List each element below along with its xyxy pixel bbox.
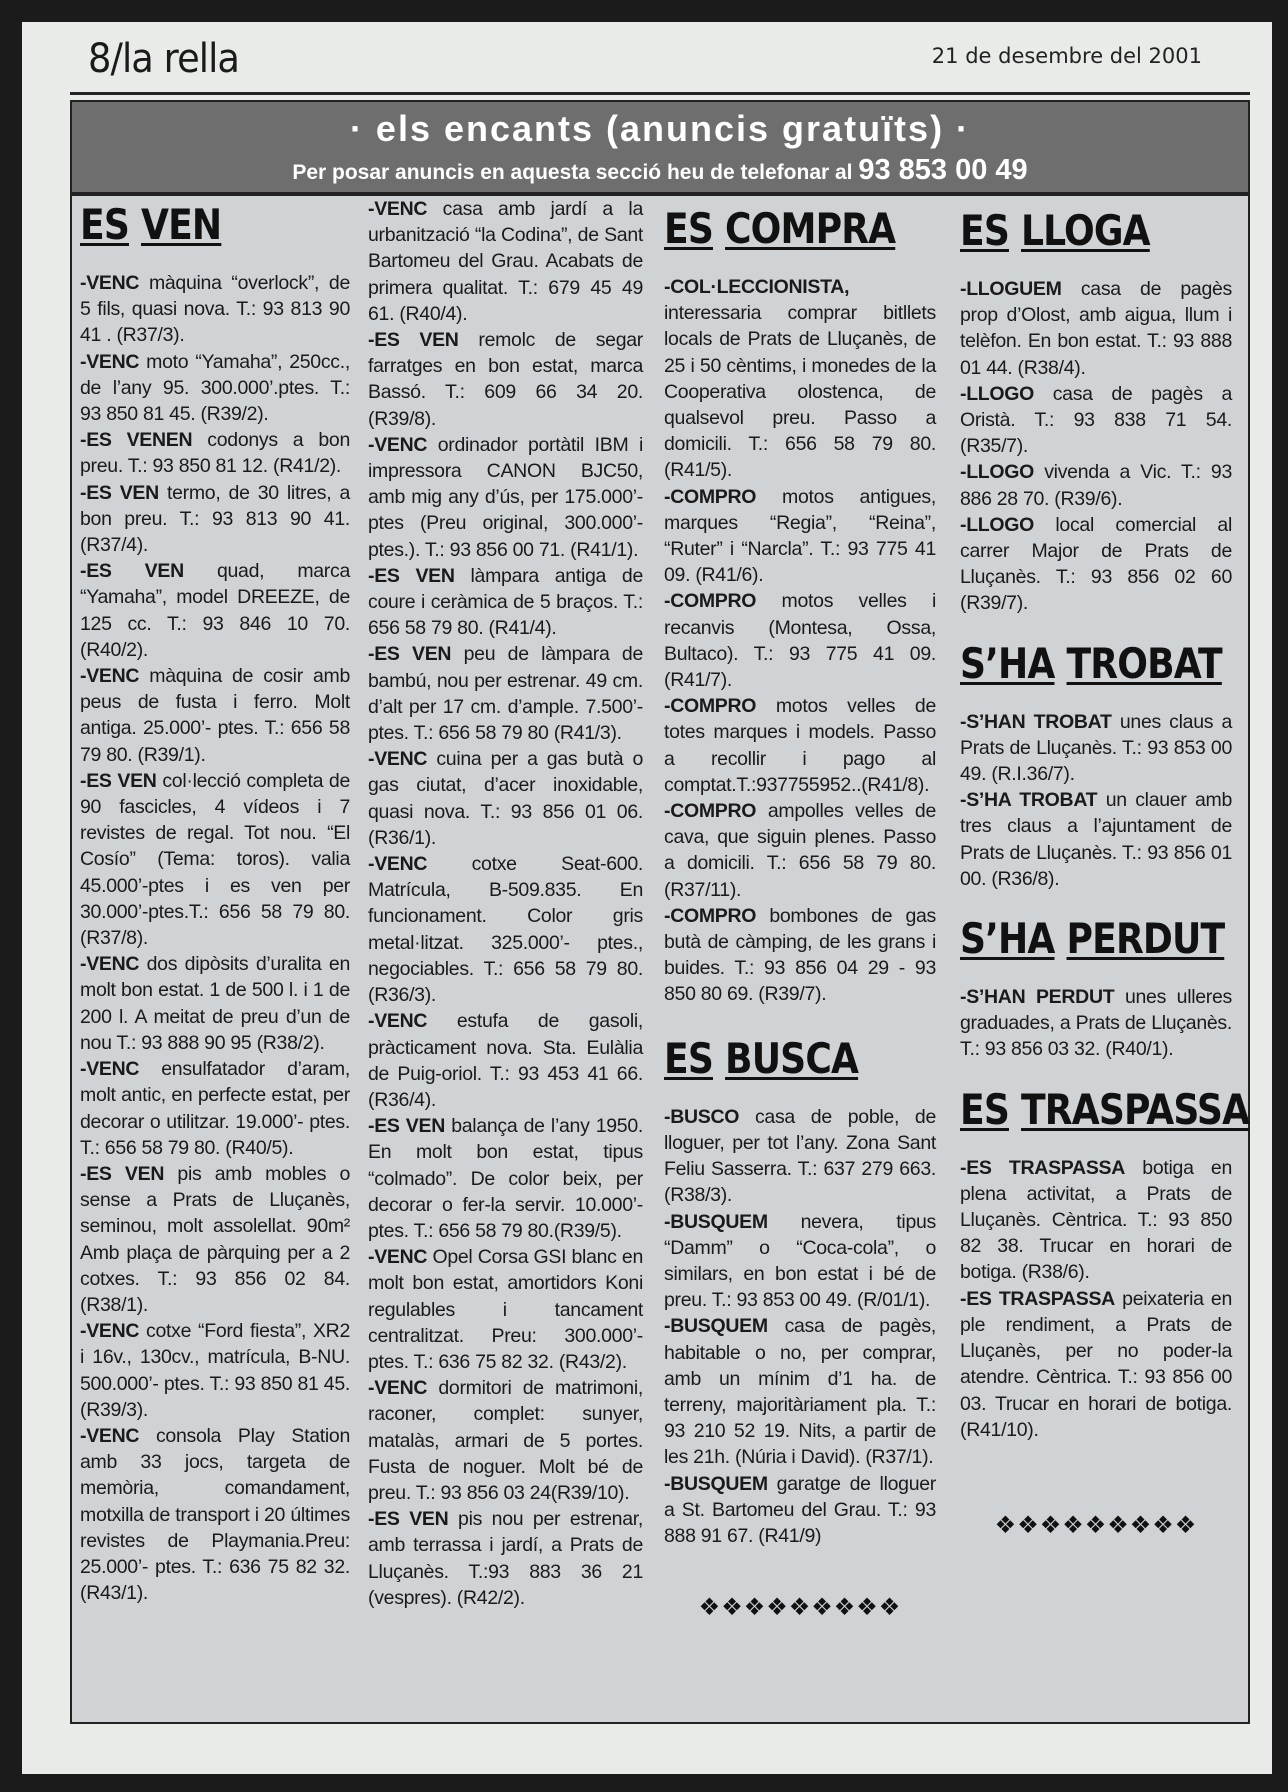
classified-ad: [960, 984, 1232, 1063]
ad-text: peu de làmpara de bambú, nou per estrenar. 49 cm. d’alt per 17 cm. d’ample. 7.500’-ptes. T.: 656 58 79 80 (R41/3).: [368, 643, 644, 745]
ad-text: col·lecció completa de 90 fascicles, 4 vídeos i 7 revistes de regal. Tot nou. “El Cosío” (Tema: toros). valia 45.000’-ptes i es ven per 30.000’-ptes.T.: 656 58 79 80. (R37/8).: [80, 769, 350, 950]
classified-ad: [664, 484, 936, 589]
heading-es-ven: ES VEN: [80, 200, 222, 249]
ads-sha-perdut: [960, 984, 1232, 1063]
ad-text: moto “Yamaha”, 250cc., de l’any 95. 300.000’.ptes. T.: 93 850 81 45. (R39/2).: [80, 350, 350, 426]
classified-ad: [664, 798, 936, 903]
classified-ad: [664, 1209, 936, 1314]
ad-text: Opel Corsa GSI blanc en molt bon estat, amortidors Koni regulables i tancament centralitzat. Preu: 300.000’- ptes. T.: 636 75 82 32. (R43/2).: [368, 1246, 643, 1373]
ad-lead: -VENC: [80, 1058, 140, 1081]
classified-ad: [960, 1286, 1232, 1443]
ad-text: balança de l’any 1950. En molt bon estat, tipus “colmado”. De color beix, per decorar o fer-la servir. 10.000’- ptes. T.: 656 58 79 80.(R39/5).: [368, 1115, 644, 1242]
classified-ad: [368, 1008, 643, 1113]
classified-ad: [368, 746, 643, 851]
classified-ad: [368, 641, 643, 746]
classified-ad: [664, 1471, 936, 1550]
ad-text: local comercial al carrer Major de Prats de Lluçanès. T.: 93 856 02 60 (R39/7).: [960, 513, 1232, 615]
ad-text: casa amb jardí a la urbanització “la Codina”, de Sant Bartomeu del Grau. Acabats de primera qualitat. T.: 679 45 49 61. (R40/4).: [368, 198, 643, 325]
ad-lead: -COMPRO: [664, 695, 757, 718]
classified-ad: [80, 1318, 350, 1423]
classified-ad: [960, 381, 1232, 460]
ad-text: ensulfatador d’aram, molt antic, en perfecte estat, per decorar o utilitzar. 19.000’- ptes. T.: 656 58 79 80. (R40/5).: [80, 1058, 350, 1159]
ad-lead: -ES VEN: [368, 1508, 449, 1531]
ad-text: bombones de gas butà de càmping, de les grans i buides. T.: 93 856 04 29 - 93 850 80 69. (R39/7).: [664, 904, 936, 1006]
classified-ad: [80, 427, 350, 479]
classified-ad: [664, 1104, 936, 1209]
ad-lead: -ES VEN: [80, 560, 184, 583]
ad-text: cotxe Seat-600. Matrícula, B-509.835. En funcionament. Color gris metal·litzat. 325.000’- ptes., negociables. T.: 656 58 79 80.(R36/3).: [368, 853, 643, 1007]
ad-lead: -ES VEN: [368, 643, 452, 666]
ad-lead: -S’HAN PERDUT: [960, 986, 1115, 1009]
ad-text: làmpara antiga de coure i ceràmica de 5 braços. T.: 656 58 79 80. (R41/4).: [368, 564, 644, 640]
ad-text: màquina “overlock”, de 5 fils, quasi nova. T.: 93 813 90 41 . (R37/3).: [80, 272, 350, 347]
classified-ad: [664, 274, 936, 484]
classified-ad: [80, 663, 350, 768]
classified-ad: [664, 903, 936, 1008]
banner-title: · els encants (anuncis gratuïts) ·: [349, 108, 971, 149]
ads-sha-trobat: [960, 709, 1232, 892]
heading-es-busca: ES BUSCA: [664, 1033, 859, 1083]
ad-text: cotxe “Ford fiesta”, XR2 i 16v., 130cv., matrícula, B-NU. 500.000’- ptes. T.: 93 850 81 45. (R39/3).: [80, 1320, 350, 1421]
classified-ad: [960, 709, 1232, 788]
column-3: [664, 196, 936, 1621]
ad-lead: -LLOGO: [960, 461, 1035, 484]
ads-es-ven-col2: [368, 196, 643, 1611]
page-number-label: 8/la rella: [88, 36, 240, 82]
ad-text: màquina de cosir amb peus de fusta i ferro. Molt antiga. 25.000’- ptes. T.: 656 58 79 80. (R39/1).: [80, 665, 350, 766]
ad-text: ordinador portàtil IBM i impressora CANON BJC50, amb mig any d’ús, per 175.000’-ptes (Preu original, 300.000’-ptes.). T.: 93 856 00 71. (R41/1).: [368, 433, 643, 561]
classified-ad: [960, 1155, 1232, 1286]
ad-lead: -LLOGUEM: [960, 278, 1062, 300]
ornament-divider: ❖❖❖❖❖❖❖❖❖: [698, 1594, 902, 1622]
ad-lead: -VENC: [80, 272, 140, 294]
classified-ad: [664, 1313, 936, 1470]
ad-text: termo, de 30 litres, a bon preu. T.: 93 813 90 41. (R37/4).: [80, 481, 350, 557]
ad-text: interessaria comprar bitllets locals de Prats de Lluçanès, de 25 i 50 cèntims, i monedes de la Cooperativa olostenca, de qualsevol preu. Passo a domicili. T.: 656 58 79 80. (R41/5).: [664, 302, 936, 482]
classified-ad: [368, 1375, 643, 1506]
classified-ad: [80, 1423, 350, 1606]
ad-lead: -ES VEN: [368, 1115, 446, 1138]
classified-ad: [960, 459, 1232, 511]
ad-text: dormitori de matrimoni, raconer, complet: sunyer, matalàs, armari de 5 portes. Fusta de noguer. Molt bé de preu. T.: 93 856 03 24(R39/10).: [368, 1377, 643, 1504]
ads-es-busca: [664, 1104, 936, 1549]
ad-text: casa de pagès prop d’Olost, amb aigua, llum i telèfon. En bon estat. T.: 93 888 01 44. (R38/4).: [960, 278, 1232, 379]
classified-ad: [368, 1113, 643, 1244]
ads-es-traspassa: [960, 1155, 1232, 1443]
banner-phone: 93 853 00 49: [858, 154, 1028, 186]
ad-lead: -VENC: [80, 953, 140, 976]
ad-text: estufa de gasoli, pràcticament nova. Sta. Eulàlia de Puig-oriol. T.: 93 453 41 66. (R36/4).: [368, 1010, 643, 1111]
ad-lead: -COMPRO: [664, 800, 757, 823]
classified-ad: [960, 787, 1232, 892]
issue-date: 21 de desembre del 2001: [931, 44, 1202, 68]
ad-lead: -VENC: [368, 1377, 428, 1400]
ad-lead: -COMPRO: [664, 485, 757, 508]
classified-ad: [80, 349, 350, 428]
ad-lead: -ES TRASPASSA: [960, 1287, 1115, 1310]
classified-ad: [368, 196, 643, 327]
classified-ad: [960, 512, 1232, 617]
ad-text: consola Play Station amb 33 jocs, targeta de memòria, comandament, motxilla de transport i 20 últimes revistes de Playmania.Preu: 25.000’- ptes. T.: 636 75 82 32. (R43/1).: [80, 1424, 350, 1605]
ad-text: casa de pagès, habitable o no, per comprar, amb un mínim d’1 ha. de terreny, majoritàriament pla. T.: 93 210 52 19. Nits, a partir de les 21h. (Núria i David). (R37/1).: [664, 1315, 936, 1469]
ad-text: garatge de lloguer a St. Bartomeu del Grau. T.: 93 888 91 67. (R41/9): [664, 1472, 936, 1547]
heading-es-compra: ES COMPRA: [664, 204, 896, 253]
classified-ad: [80, 768, 350, 951]
ad-text: motos velles i recanvis (Montesa, Ossa, Bultaco). T.: 93 775 41 09.(R41/7).: [664, 590, 936, 692]
ad-lead: -VENC: [368, 433, 428, 456]
classified-ad: [80, 1056, 350, 1161]
ad-lead: -COL·LECCIONISTA,: [664, 276, 850, 298]
ad-text: codonys a bon preu. T.: 93 850 81 12. (R41/2).: [80, 429, 350, 478]
ad-lead: -ES VEN: [368, 329, 459, 352]
classified-ad: [80, 270, 350, 349]
ad-lead: -ES VEN: [80, 769, 157, 792]
ads-es-lloga: [960, 276, 1232, 617]
ornament-divider: ❖❖❖❖❖❖❖❖❖: [994, 1511, 1198, 1539]
ad-lead: -ES TRASPASSA: [960, 1156, 1126, 1179]
ad-text: ampolles velles de cava, que siguin plenes. Passo a domicili. T.: 656 58 79 80. (R37/11).: [664, 800, 936, 901]
ad-text: botiga en plena activitat, a Prats de Lluçanès. Cèntrica. T.: 93 850 82 38. Trucar en horari de botiga. (R38/6).: [960, 1156, 1233, 1284]
ad-text: dos dipòsits d’uralita en molt bon estat. 1 de 500 l. i 1 de 200 l. A meitat de preu d’un de nou T.: 93 888 90 95 (R38/2).: [80, 953, 350, 1054]
ad-text: pis amb mobles o sense a Prats de Lluçanès, seminou, molt assolellat. 90m² Amb plaça de pàrquing per a 2 cotxes. T.: 93 856 02 84.(R38/1).: [80, 1162, 350, 1316]
ad-lead: -VENC: [80, 1424, 140, 1447]
banner-subtitle: [72, 154, 1248, 187]
ad-lead: -VENC: [80, 1320, 140, 1343]
ad-lead: -BUSQUEM: [664, 1210, 768, 1233]
column-2: [368, 196, 643, 1611]
page-header: [70, 30, 1250, 95]
ad-lead: -LLOGO: [960, 513, 1035, 536]
ad-lead: -BUSQUEM: [664, 1315, 768, 1338]
ad-lead: -ES VEN: [368, 564, 455, 587]
classified-ad: [80, 951, 350, 1056]
ad-lead: -VENC: [368, 1246, 428, 1269]
ad-text: remolc de segar farratges en bon estat, marca Bassó. T.: 609 66 34 20. (R39/8).: [368, 329, 644, 430]
ad-lead: -VENC: [80, 350, 140, 373]
ad-lead: -BUSQUEM: [664, 1472, 768, 1495]
heading-es-lloga: ES LLOGA: [960, 206, 1150, 255]
banner-subtitle-text: Per posar anuncis en aquesta secció heu de telefonar al: [292, 161, 853, 184]
classifieds-area: [70, 194, 1250, 1724]
ad-text: peixateria en ple rendiment, a Prats de Lluçanès, per no poder-la atendre. Cèntrica. T.: 93 856 00 03. Trucar en horari de botiga. (R41/10).: [960, 1287, 1232, 1441]
ad-text: motos antigues, marques “Regia”, “Reina”, “Ruter” i “Narcla”. T.: 93 775 41 09. (R41/6).: [664, 485, 936, 587]
ad-lead: -VENC: [368, 748, 428, 771]
section-banner: [70, 100, 1250, 194]
classified-ad: [80, 1161, 350, 1318]
column-4: [960, 196, 1250, 1539]
classified-ad: [664, 693, 936, 798]
ad-text: casa de pagès a Oristà. T.: 93 838 71 54. (R35/7).: [960, 382, 1232, 458]
ad-text: nevera, tipus “Damm” o “Coca-cola”, o similars, en bon estat i bé de preu. T.: 93 853 00 49. (R/01/1).: [664, 1210, 936, 1312]
classified-ad: [368, 327, 643, 432]
ad-lead: -ES VENEN: [80, 429, 193, 452]
ad-lead: -COMPRO: [664, 590, 757, 613]
column-1: [80, 196, 350, 1606]
classified-ad: [368, 851, 643, 1008]
ad-text: unes ulleres graduades, a Prats de Lluçanès. T.: 93 856 03 32. (R40/1).: [960, 986, 1232, 1061]
ad-text: motos velles de totes marques i models. Passo a recollir i pago al comptat.T.:937755952..(R41/8).: [664, 695, 936, 796]
ad-text: pis nou per estrenar, amb terrassa i jardí, a Prats de Lluçanès. T.:93 883 36 21 (vespres). (R42/2).: [368, 1508, 644, 1609]
heading-es-traspassa: ES TRASPASSA: [960, 1084, 1250, 1134]
ad-text: quad, marca “Yamaha”, model DREEZE, de 125 cc. T.: 93 846 10 70. (R40/2).: [80, 560, 350, 661]
ad-lead: -VENC: [368, 853, 428, 876]
ad-lead: -ES VEN: [80, 481, 159, 504]
newspaper-page: [22, 22, 1272, 1774]
classified-ad: [368, 432, 643, 563]
heading-sha-perdut: S’HA PERDUT: [960, 914, 1225, 964]
ad-lead: -LLOGO: [960, 382, 1035, 405]
ad-text: casa de poble, de lloguer, per tot l’any. Zona Sant Feliu Sasserra. T.: 637 279 663. (R38/3).: [664, 1105, 936, 1207]
classified-ad: [80, 558, 350, 663]
ad-lead: -VENC: [80, 665, 140, 688]
ad-text: vivenda a Vic. T.: 93 886 28 70. (R39/6).: [960, 461, 1232, 510]
ad-lead: -S’HA TROBAT: [960, 789, 1098, 812]
heading-sha-trobat: S’HA TROBAT: [960, 638, 1222, 688]
ad-lead: -ES VEN: [80, 1162, 165, 1185]
classified-ad: [664, 588, 936, 693]
ad-lead: -VENC: [368, 198, 428, 220]
ad-lead: -S’HAN TROBAT: [960, 710, 1112, 733]
classified-ad: [368, 1244, 643, 1375]
ad-text: un clauer amb tres claus a l’ajuntament de Prats de Lluçanès. T.: 93 856 01 00. (R36/8).: [960, 789, 1232, 890]
ads-es-ven-col1: [80, 270, 350, 1606]
ad-text: unes claus a Prats de Lluçanès. T.: 93 853 00 49. (R.I.36/7).: [960, 710, 1232, 786]
classified-ad: [368, 563, 643, 642]
ad-text: cuina per a gas butà o gas ciutat, d’acer inoxidable, quasi nova. T.: 93 856 01 06. (R36/1).: [368, 748, 643, 849]
ad-lead: -BUSCO: [664, 1105, 740, 1128]
ads-es-compra: [664, 274, 936, 1008]
ad-lead: -VENC: [368, 1010, 428, 1033]
classified-ad: [368, 1506, 643, 1611]
classified-ad: [960, 276, 1232, 381]
ad-lead: -COMPRO: [664, 904, 757, 927]
classified-ad: [80, 480, 350, 559]
